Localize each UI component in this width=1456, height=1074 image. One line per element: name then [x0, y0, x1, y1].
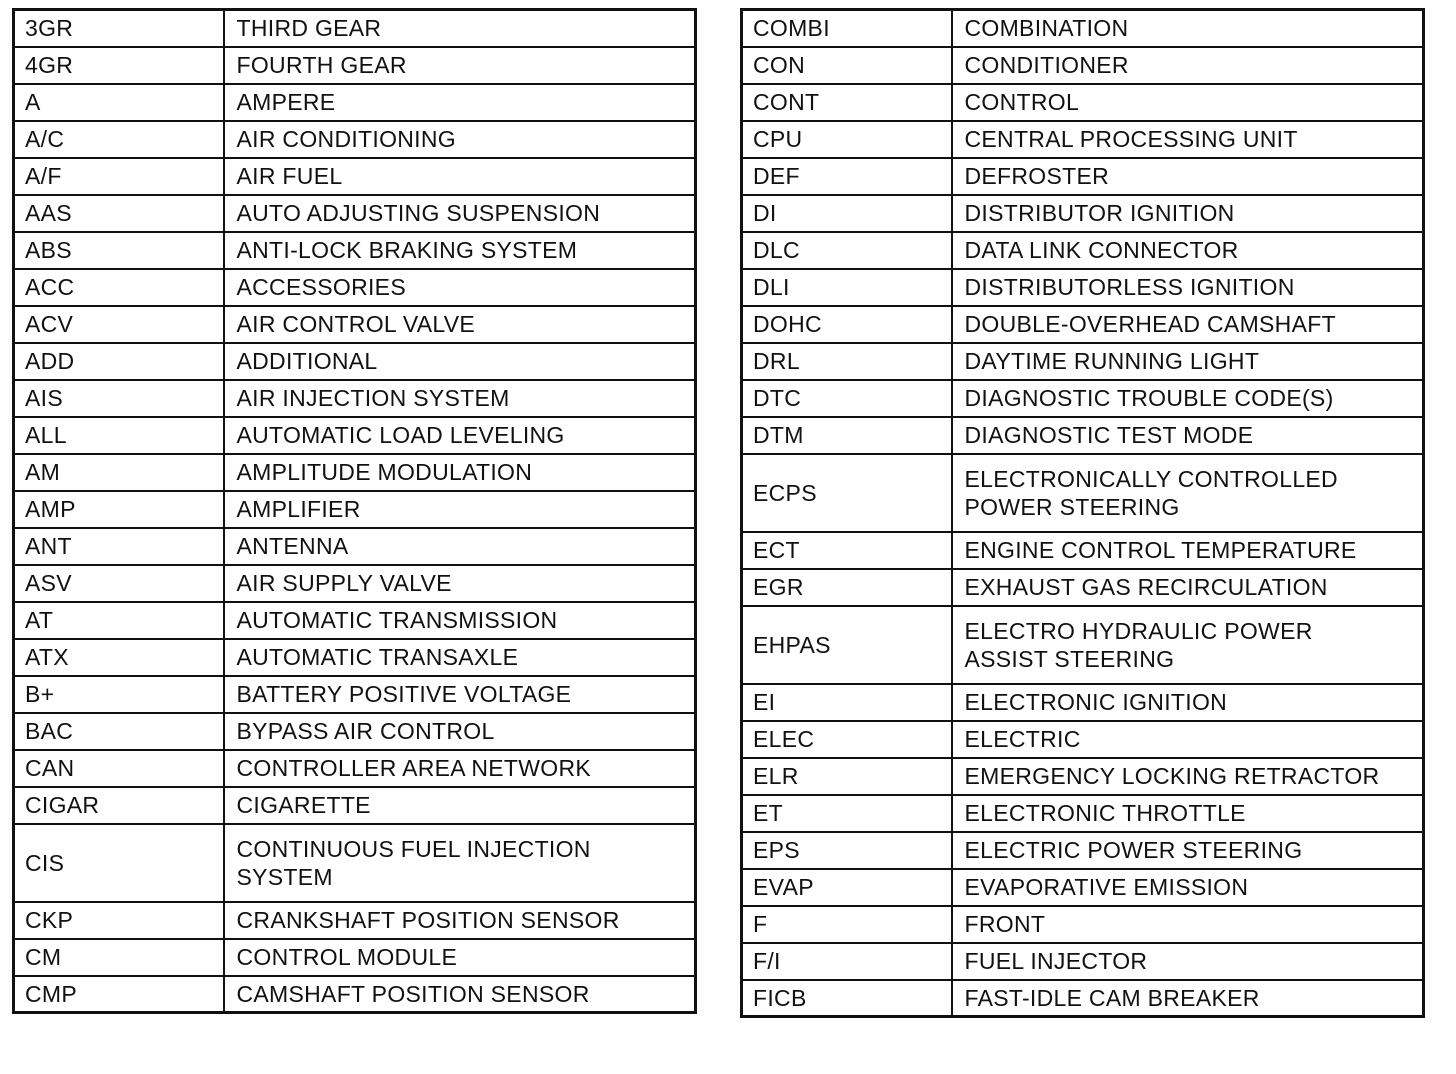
definition-cell: AIR SUPPLY VALVE	[224, 565, 696, 602]
definition-cell: BATTERY POSITIVE VOLTAGE	[224, 676, 696, 713]
abbreviation-cell: F/I	[742, 943, 952, 980]
table-row	[742, 606, 1424, 684]
table-row	[742, 380, 1424, 417]
definition-cell: ADDITIONAL	[224, 343, 696, 380]
table-row	[742, 195, 1424, 232]
table-row	[14, 939, 696, 976]
definition-cell: AUTOMATIC TRANSMISSION	[224, 602, 696, 639]
definition-cell: COMBINATION	[952, 10, 1424, 47]
definition-cell: CONTROLLER AREA NETWORK	[224, 750, 696, 787]
definition-cell: FAST-IDLE CAM BREAKER	[952, 980, 1424, 1017]
abbreviation-table-right-body	[742, 10, 1424, 1017]
abbreviation-cell: AMP	[14, 491, 224, 528]
abbreviation-cell: CIS	[14, 824, 224, 902]
table-row	[14, 10, 696, 47]
abbreviation-cell: DTC	[742, 380, 952, 417]
definition-cell: CONTROL MODULE	[224, 939, 696, 976]
abbreviation-cell: DEF	[742, 158, 952, 195]
abbreviation-cell: ECT	[742, 532, 952, 569]
abbreviation-cell: COMBI	[742, 10, 952, 47]
abbreviation-cell: DTM	[742, 417, 952, 454]
abbreviation-cell: CONT	[742, 84, 952, 121]
definition-cell: AIR FUEL	[224, 158, 696, 195]
abbreviation-cell: FICB	[742, 980, 952, 1017]
table-row	[14, 713, 696, 750]
abbreviation-cell: B+	[14, 676, 224, 713]
definition-cell: ELECTRONICALLY CONTROLLED POWER STEERING	[952, 454, 1424, 532]
definition-cell: THIRD GEAR	[224, 10, 696, 47]
table-row	[742, 269, 1424, 306]
abbreviation-table-right	[740, 8, 1425, 1018]
definition-cell: DIAGNOSTIC TROUBLE CODE(S)	[952, 380, 1424, 417]
table-row	[14, 528, 696, 565]
abbreviation-cell: CON	[742, 47, 952, 84]
abbreviation-cell: A/C	[14, 121, 224, 158]
table-row	[14, 491, 696, 528]
abbreviation-cell: 3GR	[14, 10, 224, 47]
abbreviation-cell: ACC	[14, 269, 224, 306]
abbreviation-cell: CMP	[14, 976, 224, 1013]
definition-cell: CIGARETTE	[224, 787, 696, 824]
definition-cell: ENGINE CONTROL TEMPERATURE	[952, 532, 1424, 569]
abbreviation-cell: ALL	[14, 417, 224, 454]
abbreviation-cell: DRL	[742, 343, 952, 380]
definition-cell: DEFROSTER	[952, 158, 1424, 195]
table-row	[742, 84, 1424, 121]
abbreviation-cell: CM	[14, 939, 224, 976]
table-row	[14, 639, 696, 676]
definition-cell: AIR CONTROL VALVE	[224, 306, 696, 343]
table-row	[742, 832, 1424, 869]
table-row	[14, 343, 696, 380]
abbreviation-cell: AT	[14, 602, 224, 639]
definition-cell: EXHAUST GAS RECIRCULATION	[952, 569, 1424, 606]
table-row	[742, 684, 1424, 721]
definition-cell: BYPASS AIR CONTROL	[224, 713, 696, 750]
table-row	[14, 306, 696, 343]
definition-cell: CRANKSHAFT POSITION SENSOR	[224, 902, 696, 939]
table-row	[14, 787, 696, 824]
table-row	[14, 47, 696, 84]
definition-cell: CONTROL	[952, 84, 1424, 121]
abbreviation-cell: AAS	[14, 195, 224, 232]
table-row	[14, 902, 696, 939]
table-row	[742, 343, 1424, 380]
table-row	[14, 121, 696, 158]
table-row	[742, 906, 1424, 943]
table-row	[742, 454, 1424, 532]
abbreviation-cell: DOHC	[742, 306, 952, 343]
abbreviation-cell: AIS	[14, 380, 224, 417]
table-row	[14, 195, 696, 232]
abbreviation-cell: EVAP	[742, 869, 952, 906]
definition-cell: ELECTRIC POWER STEERING	[952, 832, 1424, 869]
definition-cell: EMERGENCY LOCKING RETRACTOR	[952, 758, 1424, 795]
abbreviation-cell: CKP	[14, 902, 224, 939]
abbreviation-cell: A/F	[14, 158, 224, 195]
table-row	[742, 121, 1424, 158]
definition-cell: CAMSHAFT POSITION SENSOR	[224, 976, 696, 1013]
table-row	[742, 417, 1424, 454]
abbreviation-cell: ASV	[14, 565, 224, 602]
definition-cell: FRONT	[952, 906, 1424, 943]
table-row	[742, 980, 1424, 1017]
table-row	[14, 602, 696, 639]
table-row	[14, 269, 696, 306]
table-row	[742, 158, 1424, 195]
table-row	[742, 47, 1424, 84]
table-row	[14, 454, 696, 491]
abbreviation-cell: ANT	[14, 528, 224, 565]
definition-cell: CONTINUOUS FUEL INJECTION SYSTEM	[224, 824, 696, 902]
abbreviation-cell: DI	[742, 195, 952, 232]
abbreviation-cell: A	[14, 84, 224, 121]
abbreviation-cell: EGR	[742, 569, 952, 606]
definition-cell: DISTRIBUTORLESS IGNITION	[952, 269, 1424, 306]
table-row	[742, 758, 1424, 795]
definition-cell: DAYTIME RUNNING LIGHT	[952, 343, 1424, 380]
abbreviation-cell: ADD	[14, 343, 224, 380]
definition-cell: ELECTRONIC THROTTLE	[952, 795, 1424, 832]
table-row	[14, 824, 696, 902]
definition-cell: EVAPORATIVE EMISSION	[952, 869, 1424, 906]
table-row	[14, 380, 696, 417]
definition-cell: AMPLIFIER	[224, 491, 696, 528]
definition-cell: AUTOMATIC TRANSAXLE	[224, 639, 696, 676]
definition-cell: DOUBLE-OVERHEAD CAMSHAFT	[952, 306, 1424, 343]
abbreviation-cell: 4GR	[14, 47, 224, 84]
table-row	[14, 676, 696, 713]
table-row	[742, 795, 1424, 832]
abbreviation-cell: EHPAS	[742, 606, 952, 684]
table-row	[14, 976, 696, 1013]
abbreviation-cell: CAN	[14, 750, 224, 787]
table-row	[742, 721, 1424, 758]
abbreviation-cell: CIGAR	[14, 787, 224, 824]
definition-cell: CONDITIONER	[952, 47, 1424, 84]
table-row	[14, 565, 696, 602]
abbreviation-cell: ECPS	[742, 454, 952, 532]
definition-cell: AMPLITUDE MODULATION	[224, 454, 696, 491]
table-row	[14, 232, 696, 269]
definition-cell: FUEL INJECTOR	[952, 943, 1424, 980]
definition-cell: DATA LINK CONNECTOR	[952, 232, 1424, 269]
abbreviation-cell: CPU	[742, 121, 952, 158]
table-row	[742, 869, 1424, 906]
table-row	[14, 417, 696, 454]
table-row	[742, 569, 1424, 606]
abbreviation-cell: EI	[742, 684, 952, 721]
definition-cell: CENTRAL PROCESSING UNIT	[952, 121, 1424, 158]
definition-cell: AIR CONDITIONING	[224, 121, 696, 158]
abbreviation-cell: ELR	[742, 758, 952, 795]
definition-cell: AUTO ADJUSTING SUSPENSION	[224, 195, 696, 232]
abbreviation-cell: DLC	[742, 232, 952, 269]
abbreviation-cell: ET	[742, 795, 952, 832]
table-row	[742, 943, 1424, 980]
table-row	[742, 306, 1424, 343]
definition-cell: DIAGNOSTIC TEST MODE	[952, 417, 1424, 454]
definition-cell: AIR INJECTION SYSTEM	[224, 380, 696, 417]
abbreviation-cell: F	[742, 906, 952, 943]
abbreviation-cell: DLI	[742, 269, 952, 306]
abbreviation-cell: ACV	[14, 306, 224, 343]
abbreviation-table-left	[12, 8, 697, 1014]
table-row	[742, 10, 1424, 47]
definition-cell: FOURTH GEAR	[224, 47, 696, 84]
abbreviation-cell: ELEC	[742, 721, 952, 758]
abbreviation-cell: BAC	[14, 713, 224, 750]
table-row	[14, 84, 696, 121]
definition-cell: AMPERE	[224, 84, 696, 121]
table-row	[14, 750, 696, 787]
table-row	[742, 232, 1424, 269]
abbreviation-cell: ABS	[14, 232, 224, 269]
definition-cell: ACCESSORIES	[224, 269, 696, 306]
definition-cell: AUTOMATIC LOAD LEVELING	[224, 417, 696, 454]
definition-cell: ELECTRONIC IGNITION	[952, 684, 1424, 721]
definition-cell: ELECTRO HYDRAULIC POWER ASSIST STEERING	[952, 606, 1424, 684]
definition-cell: ANTI-LOCK BRAKING SYSTEM	[224, 232, 696, 269]
definition-cell: ELECTRIC	[952, 721, 1424, 758]
abbreviation-table-left-body	[14, 10, 696, 1013]
table-row	[742, 532, 1424, 569]
definition-cell: DISTRIBUTOR IGNITION	[952, 195, 1424, 232]
abbreviation-cell: EPS	[742, 832, 952, 869]
definition-cell: ANTENNA	[224, 528, 696, 565]
abbreviation-cell: AM	[14, 454, 224, 491]
abbreviation-cell: ATX	[14, 639, 224, 676]
table-row	[14, 158, 696, 195]
